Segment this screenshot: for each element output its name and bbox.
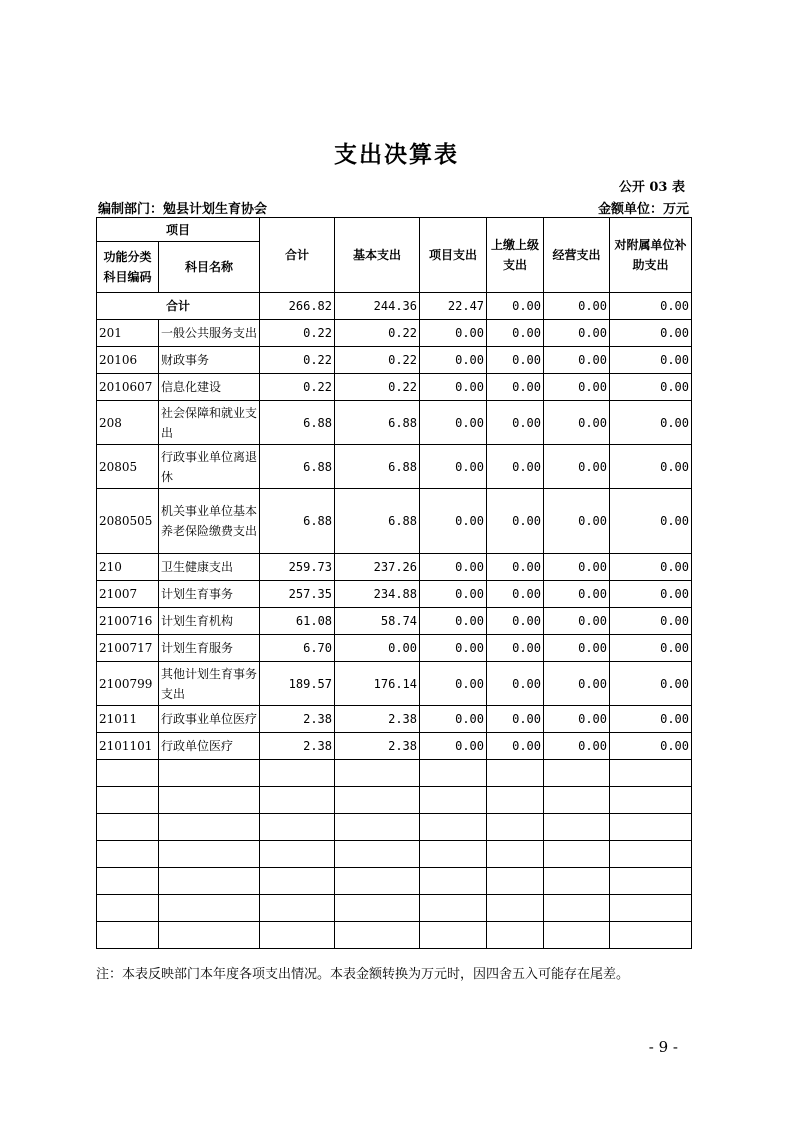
empty-cell bbox=[487, 868, 544, 895]
empty-cell bbox=[335, 787, 420, 814]
empty-row bbox=[97, 787, 692, 814]
empty-row bbox=[97, 841, 692, 868]
empty-row bbox=[97, 895, 692, 922]
empty-cell bbox=[97, 760, 159, 787]
cell-name: 计划生育服务 bbox=[159, 635, 260, 662]
table-row bbox=[97, 706, 692, 733]
cell-code: 210 bbox=[97, 554, 159, 581]
empty-cell bbox=[260, 841, 335, 868]
empty-cell bbox=[544, 760, 610, 787]
empty-cell bbox=[335, 841, 420, 868]
cell-basic: 6.88 bbox=[335, 445, 420, 489]
cell-name: 行政事业单位离退休 bbox=[159, 445, 260, 489]
cell-basic: 6.88 bbox=[335, 401, 420, 445]
table-row bbox=[97, 581, 692, 608]
cell-code: 20805 bbox=[97, 445, 159, 489]
cell-upper: 0.00 bbox=[487, 733, 544, 760]
cell-basic: 234.88 bbox=[335, 581, 420, 608]
cell-upper: 0.00 bbox=[487, 581, 544, 608]
cell-code: 2100716 bbox=[97, 608, 159, 635]
table-row bbox=[97, 445, 692, 489]
cell-project: 0.00 bbox=[420, 347, 487, 374]
empty-row bbox=[97, 922, 692, 949]
cell-project: 0.00 bbox=[420, 733, 487, 760]
empty-cell bbox=[260, 922, 335, 949]
total-business: 0.00 bbox=[544, 293, 610, 320]
cell-total: 6.88 bbox=[260, 489, 335, 554]
cell-project: 0.00 bbox=[420, 320, 487, 347]
cell-code: 208 bbox=[97, 401, 159, 445]
cell-upper: 0.00 bbox=[487, 554, 544, 581]
header-project: 项目支出 bbox=[420, 218, 487, 293]
cell-upper: 0.00 bbox=[487, 374, 544, 401]
cell-total: 61.08 bbox=[260, 608, 335, 635]
cell-total: 0.22 bbox=[260, 320, 335, 347]
cell-basic: 58.74 bbox=[335, 608, 420, 635]
table-row bbox=[97, 401, 692, 445]
total-row bbox=[97, 293, 692, 320]
cell-upper: 0.00 bbox=[487, 445, 544, 489]
cell-name: 计划生育机构 bbox=[159, 608, 260, 635]
empty-cell bbox=[335, 895, 420, 922]
cell-basic: 237.26 bbox=[335, 554, 420, 581]
total-label: 合计 bbox=[97, 293, 260, 320]
table-row bbox=[97, 374, 692, 401]
cell-basic: 2.38 bbox=[335, 733, 420, 760]
empty-cell bbox=[487, 841, 544, 868]
cell-business: 0.00 bbox=[544, 581, 610, 608]
table-row bbox=[97, 635, 692, 662]
total-subsidy: 0.00 bbox=[610, 293, 692, 320]
cell-total: 189.57 bbox=[260, 662, 335, 706]
header-code: 功能分类科目编码 bbox=[97, 242, 159, 293]
cell-basic: 6.88 bbox=[335, 489, 420, 554]
cell-project: 0.00 bbox=[420, 608, 487, 635]
table-row bbox=[97, 662, 692, 706]
cell-basic: 0.22 bbox=[335, 374, 420, 401]
cell-name: 信息化建设 bbox=[159, 374, 260, 401]
cell-total: 2.38 bbox=[260, 706, 335, 733]
header-total: 合计 bbox=[260, 218, 335, 293]
cell-project: 0.00 bbox=[420, 445, 487, 489]
page-title: 支出决算表 bbox=[334, 141, 459, 168]
cell-project: 0.00 bbox=[420, 662, 487, 706]
cell-subsidy: 0.00 bbox=[610, 733, 692, 760]
cell-name: 社会保障和就业支出 bbox=[159, 401, 260, 445]
cell-code: 2010607 bbox=[97, 374, 159, 401]
cell-name: 财政事务 bbox=[159, 347, 260, 374]
cell-upper: 0.00 bbox=[487, 706, 544, 733]
cell-subsidy: 0.00 bbox=[610, 320, 692, 347]
cell-code: 2080505 bbox=[97, 489, 159, 554]
empty-cell bbox=[159, 895, 260, 922]
page-number: - 9 - bbox=[648, 1038, 678, 1056]
cell-subsidy: 0.00 bbox=[610, 635, 692, 662]
empty-cell bbox=[420, 895, 487, 922]
empty-cell bbox=[97, 814, 159, 841]
empty-cell bbox=[159, 760, 260, 787]
empty-cell bbox=[544, 841, 610, 868]
cell-upper: 0.00 bbox=[487, 608, 544, 635]
cell-project: 0.00 bbox=[420, 489, 487, 554]
cell-code: 2101101 bbox=[97, 733, 159, 760]
cell-upper: 0.00 bbox=[487, 401, 544, 445]
cell-subsidy: 0.00 bbox=[610, 347, 692, 374]
empty-cell bbox=[610, 814, 692, 841]
cell-code: 21011 bbox=[97, 706, 159, 733]
cell-business: 0.00 bbox=[544, 374, 610, 401]
cell-subsidy: 0.00 bbox=[610, 608, 692, 635]
cell-total: 6.88 bbox=[260, 401, 335, 445]
cell-business: 0.00 bbox=[544, 445, 610, 489]
empty-cell bbox=[610, 895, 692, 922]
cell-basic: 0.22 bbox=[335, 320, 420, 347]
cell-business: 0.00 bbox=[544, 489, 610, 554]
cell-name: 一般公共服务支出 bbox=[159, 320, 260, 347]
header-item: 项目 bbox=[97, 218, 260, 242]
empty-cell bbox=[97, 787, 159, 814]
cell-upper: 0.00 bbox=[487, 662, 544, 706]
table-row bbox=[97, 347, 692, 374]
empty-cell bbox=[159, 814, 260, 841]
table-row bbox=[97, 608, 692, 635]
cell-subsidy: 0.00 bbox=[610, 374, 692, 401]
cell-total: 6.88 bbox=[260, 445, 335, 489]
cell-upper: 0.00 bbox=[487, 635, 544, 662]
cell-project: 0.00 bbox=[420, 581, 487, 608]
cell-code: 2100799 bbox=[97, 662, 159, 706]
header-basic: 基本支出 bbox=[335, 218, 420, 293]
cell-subsidy: 0.00 bbox=[610, 706, 692, 733]
empty-cell bbox=[487, 895, 544, 922]
empty-cell bbox=[487, 814, 544, 841]
empty-cell bbox=[487, 760, 544, 787]
cell-business: 0.00 bbox=[544, 347, 610, 374]
total-basic: 244.36 bbox=[335, 293, 420, 320]
cell-name: 其他计划生育事务支出 bbox=[159, 662, 260, 706]
cell-total: 259.73 bbox=[260, 554, 335, 581]
cell-code: 2100717 bbox=[97, 635, 159, 662]
empty-cell bbox=[420, 787, 487, 814]
empty-cell bbox=[159, 922, 260, 949]
cell-subsidy: 0.00 bbox=[610, 445, 692, 489]
cell-total: 6.70 bbox=[260, 635, 335, 662]
cell-total: 0.22 bbox=[260, 347, 335, 374]
table-row bbox=[97, 320, 692, 347]
cell-name: 机关事业单位基本养老保险缴费支出 bbox=[159, 489, 260, 554]
cell-project: 0.00 bbox=[420, 554, 487, 581]
cell-basic: 0.22 bbox=[335, 347, 420, 374]
empty-cell bbox=[260, 868, 335, 895]
cell-total: 2.38 bbox=[260, 733, 335, 760]
table-row bbox=[97, 489, 692, 554]
total-project: 22.47 bbox=[420, 293, 487, 320]
cell-business: 0.00 bbox=[544, 733, 610, 760]
empty-cell bbox=[610, 787, 692, 814]
cell-basic: 0.00 bbox=[335, 635, 420, 662]
cell-basic: 2.38 bbox=[335, 706, 420, 733]
cell-business: 0.00 bbox=[544, 706, 610, 733]
empty-cell bbox=[544, 868, 610, 895]
empty-cell bbox=[97, 922, 159, 949]
cell-name: 行政单位医疗 bbox=[159, 733, 260, 760]
empty-cell bbox=[260, 760, 335, 787]
empty-cell bbox=[335, 760, 420, 787]
empty-cell bbox=[610, 922, 692, 949]
compiling-department: 编制部门：勉县计划生育协会 bbox=[98, 202, 268, 217]
empty-row bbox=[97, 760, 692, 787]
empty-cell bbox=[420, 814, 487, 841]
header-upper: 上缴上级支出 bbox=[487, 218, 544, 293]
cell-name: 行政事业单位医疗 bbox=[159, 706, 260, 733]
empty-cell bbox=[260, 895, 335, 922]
empty-cell bbox=[544, 787, 610, 814]
cell-code: 21007 bbox=[97, 581, 159, 608]
cell-subsidy: 0.00 bbox=[610, 662, 692, 706]
empty-cell bbox=[260, 814, 335, 841]
cell-project: 0.00 bbox=[420, 706, 487, 733]
cell-project: 0.00 bbox=[420, 374, 487, 401]
cell-project: 0.00 bbox=[420, 401, 487, 445]
empty-cell bbox=[420, 868, 487, 895]
empty-cell bbox=[335, 922, 420, 949]
cell-basic: 176.14 bbox=[335, 662, 420, 706]
empty-cell bbox=[97, 868, 159, 895]
empty-row bbox=[97, 868, 692, 895]
expenditure-table bbox=[96, 217, 692, 949]
header-name: 科目名称 bbox=[159, 242, 260, 293]
empty-cell bbox=[420, 760, 487, 787]
cell-code: 201 bbox=[97, 320, 159, 347]
cell-business: 0.00 bbox=[544, 401, 610, 445]
cell-upper: 0.00 bbox=[487, 347, 544, 374]
empty-cell bbox=[97, 895, 159, 922]
empty-cell bbox=[97, 841, 159, 868]
empty-cell bbox=[159, 868, 260, 895]
empty-cell bbox=[420, 841, 487, 868]
cell-project: 0.00 bbox=[420, 635, 487, 662]
cell-total: 257.35 bbox=[260, 581, 335, 608]
header-subsidy: 对附属单位补助支出 bbox=[610, 218, 692, 293]
cell-business: 0.00 bbox=[544, 320, 610, 347]
cell-name: 计划生育事务 bbox=[159, 581, 260, 608]
table-row bbox=[97, 733, 692, 760]
cell-business: 0.00 bbox=[544, 635, 610, 662]
empty-cell bbox=[487, 787, 544, 814]
cell-total: 0.22 bbox=[260, 374, 335, 401]
total-total: 266.82 bbox=[260, 293, 335, 320]
empty-cell bbox=[159, 841, 260, 868]
empty-cell bbox=[544, 814, 610, 841]
form-number: 公开 03 表 bbox=[618, 180, 685, 195]
cell-name: 卫生健康支出 bbox=[159, 554, 260, 581]
empty-row bbox=[97, 814, 692, 841]
empty-cell bbox=[610, 841, 692, 868]
empty-cell bbox=[610, 868, 692, 895]
cell-business: 0.00 bbox=[544, 608, 610, 635]
empty-cell bbox=[610, 760, 692, 787]
cell-subsidy: 0.00 bbox=[610, 554, 692, 581]
empty-cell bbox=[335, 868, 420, 895]
empty-cell bbox=[159, 787, 260, 814]
total-upper: 0.00 bbox=[487, 293, 544, 320]
cell-subsidy: 0.00 bbox=[610, 489, 692, 554]
empty-cell bbox=[487, 922, 544, 949]
empty-cell bbox=[335, 814, 420, 841]
cell-subsidy: 0.00 bbox=[610, 401, 692, 445]
table-row bbox=[97, 554, 692, 581]
empty-cell bbox=[544, 895, 610, 922]
cell-business: 0.00 bbox=[544, 554, 610, 581]
cell-code: 20106 bbox=[97, 347, 159, 374]
empty-cell bbox=[260, 787, 335, 814]
cell-upper: 0.00 bbox=[487, 320, 544, 347]
table-note: 注：本表反映部门本年度各项支出情况。本表金额转换为万元时，因四舍五入可能存在尾差。 bbox=[96, 967, 630, 982]
cell-business: 0.00 bbox=[544, 662, 610, 706]
empty-cell bbox=[544, 922, 610, 949]
amount-unit: 金额单位：万元 bbox=[597, 202, 689, 217]
empty-cell bbox=[420, 922, 487, 949]
cell-upper: 0.00 bbox=[487, 489, 544, 554]
cell-subsidy: 0.00 bbox=[610, 581, 692, 608]
header-business: 经营支出 bbox=[544, 218, 610, 293]
